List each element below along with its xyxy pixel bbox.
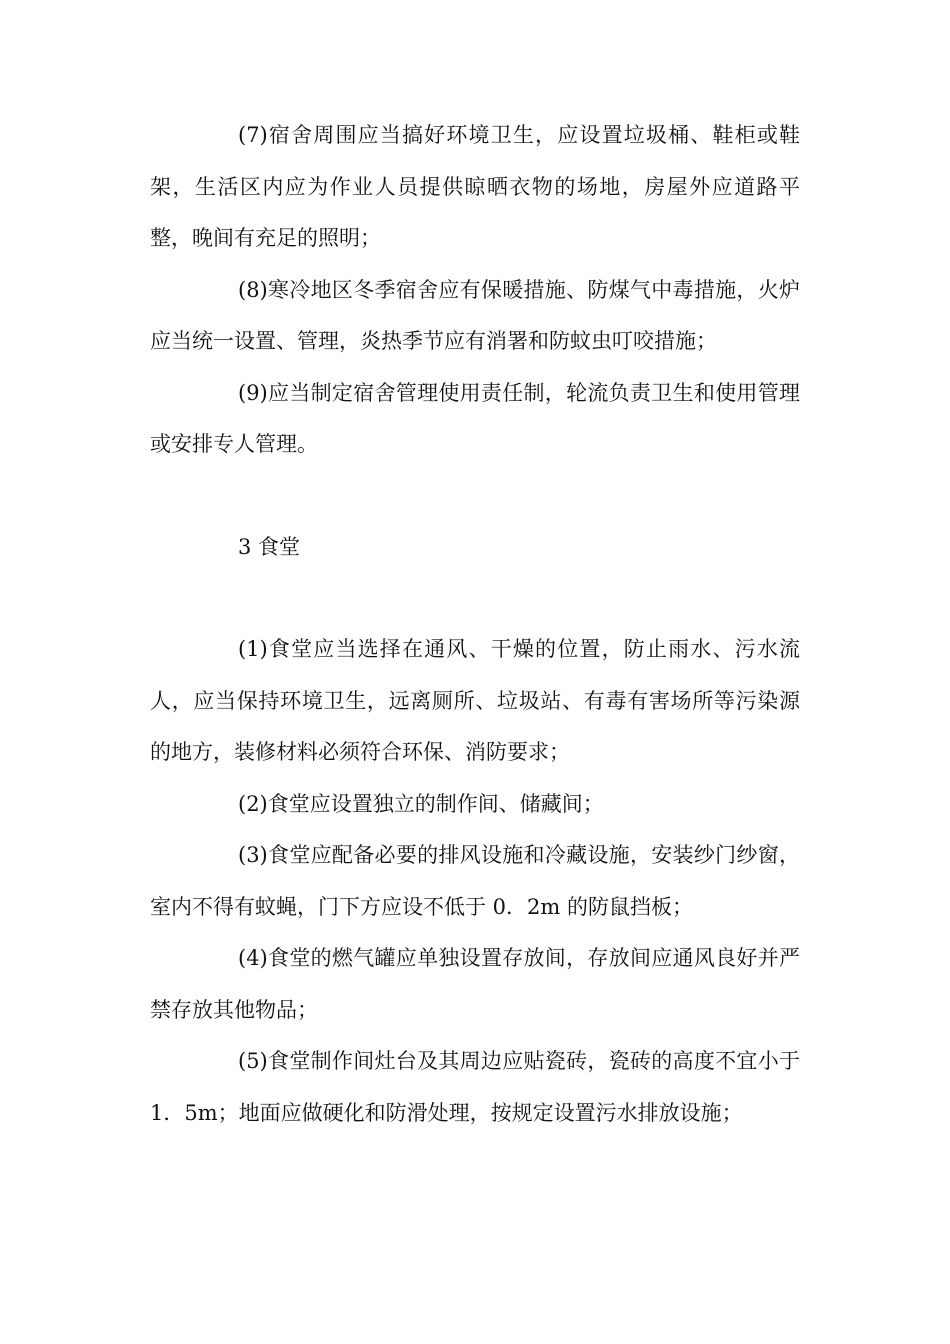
paragraph-dormitory-9: (9)应当制定宿舍管理使用责任制，轮流负责卫生和使用管理或安排专人管理。 <box>150 380 800 456</box>
paragraph-canteen-5: (5)食堂制作间灶台及其周边应贴瓷砖，瓷砖的高度不宜小于 1．5m；地面应做硬化和防滑处理，按规定设置污水排放设施； <box>150 1049 800 1125</box>
document-body <box>150 110 800 1139</box>
paragraph-canteen-2: (2)食堂应设置独立的制作间、储藏间； <box>238 791 604 816</box>
paragraph-canteen-3: (3)食堂应配备必要的排风设施和冷藏设施，安装纱门纱窗，室内不得有蚊蝇，门下方应设不低于 0．2m 的防鼠挡板； <box>150 843 800 919</box>
paragraph-dormitory-8: (8)寒冷地区冬季宿舍应有保暖措施、防煤气中毒措施，火炉应当统一设置、管理，炎热季节应有消署和防蚊虫叮咬措施； <box>150 277 800 353</box>
paragraph-dormitory-7: (7)宿舍周围应当搞好环境卫生，应设置垃圾桶、鞋柜或鞋架，生活区内应为作业人员提供晾晒衣物的场地，房屋外应道路平整，晚间有充足的照明； <box>150 123 800 250</box>
paragraph-canteen-4: (4)食堂的燃气罐应单独设置存放间，存放间应通风良好并严禁存放其他物品； <box>150 946 800 1022</box>
paragraph-canteen-1: (1)食堂应当选择在通风、干燥的位置，防止雨水、污水流人，应当保持环境卫生，远离厕所、垃圾站、有毒有害场所等污染源的地方，装修材料必须符合环保、消防要求； <box>150 637 800 764</box>
section-heading-canteen: 3 食堂 <box>238 534 301 559</box>
